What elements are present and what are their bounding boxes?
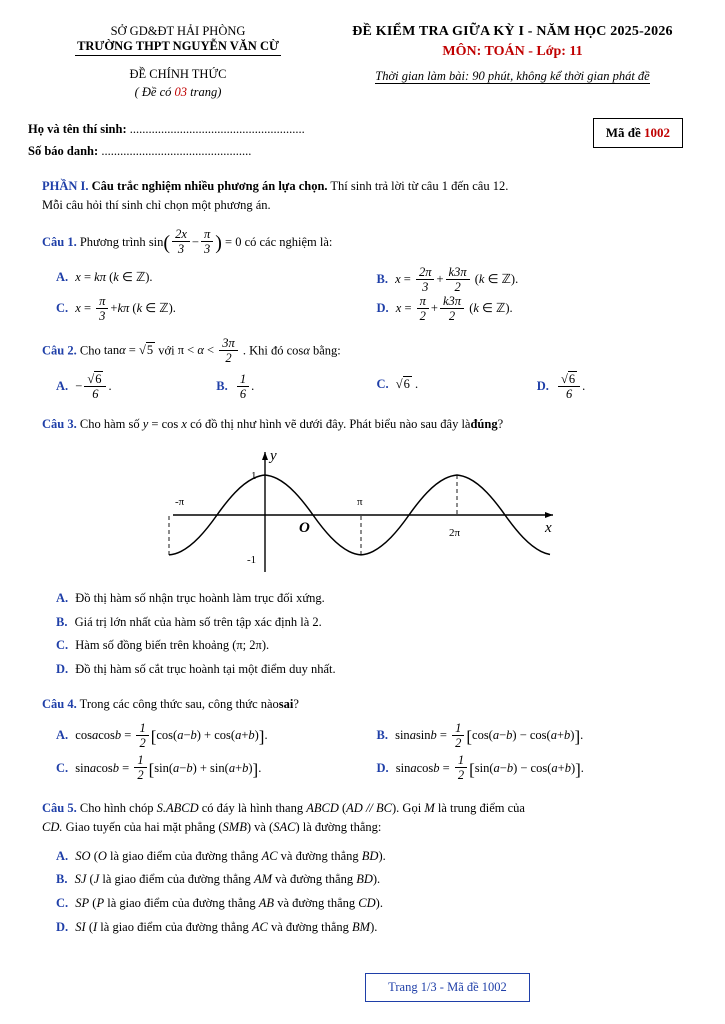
question-1-stem-pre: Phương trình [79, 234, 146, 249]
option-d-content: $\frac{√6}{6}$ . [556, 379, 585, 393]
question-5-line2 [42, 818, 683, 837]
question-1-label: Câu 1. [42, 234, 77, 249]
option-d-p1: ( [88, 919, 93, 934]
y-tick-one: 1 [250, 469, 256, 482]
option-d-p7: ). [370, 919, 378, 934]
question-5-plane-sac: SAC [273, 820, 296, 835]
question-5 [42, 799, 683, 940]
question-4-options [42, 721, 683, 786]
question-2-stem-mid: với [158, 342, 175, 357]
option-a-line: SO [75, 848, 91, 863]
option-b-content: $\frac{1}{6}$ . [235, 379, 254, 393]
question-4-option-b [363, 721, 684, 753]
part-text: Thí sinh trả lời từ câu 1 đến câu 12. [330, 179, 509, 193]
option-c-label: C. [56, 300, 69, 315]
header-left-block [28, 24, 328, 100]
question-2 [42, 337, 683, 402]
option-a-content: − $\frac{√6}{6}$ . [75, 371, 112, 401]
option-d-label: D. [536, 378, 549, 393]
option-a-label: A. [56, 728, 69, 743]
subject-title: MÔN: TOÁN - Lớp: 11 [442, 44, 583, 59]
x-tick-pi: π [356, 495, 363, 508]
question-2-stem-pre: Cho [79, 342, 101, 357]
option-c-line1: AB [258, 896, 275, 911]
question-5-line2-4: ) và ( [246, 820, 274, 835]
option-b-p5: và đường thẳng [275, 872, 354, 887]
question-1-option-c [42, 295, 363, 324]
option-b-content: x = $\frac{2\pi}{3}$ + $\frac{k3\pi}{2}$ (k ∈ ℤ). [395, 264, 519, 294]
candidate-info [0, 122, 725, 159]
cosine-graph-svg [153, 440, 573, 580]
option-a-label: A. [56, 378, 69, 393]
option-a-label: A. [56, 848, 69, 863]
question-2-given: tanα = √5 [103, 342, 154, 357]
question-4 [42, 695, 683, 786]
option-d-content: Đồ thị hàm số cắt trục hoành tại một điểm duy nhất. [75, 662, 336, 677]
question-3-label: Câu 3. [42, 416, 77, 431]
exam-code-box [593, 118, 683, 148]
option-d-content: sinacosb = $\frac{1}{2}$ [sin(a−b) − cos(a+b)]. [395, 753, 584, 783]
question-3-function: y = cos x [142, 416, 187, 431]
question-3-option-c [42, 634, 683, 658]
question-2-label: Câu 2. [42, 342, 77, 357]
option-b-content: sinasinb = $\frac{1}{2}$ [cos(a−b) − cos(a+b)]. [395, 720, 584, 750]
option-b-label: B. [56, 872, 68, 887]
x-tick-neg-pi: -π [174, 495, 184, 508]
footer-page-label: Trang 1/3 - Mã đề 1002 [365, 973, 530, 1002]
option-d-content: x = $\frac{\pi}{2}$ + $\frac{k3\pi}{2}$ (k ∈ ℤ). [395, 293, 513, 323]
y-axis-arrow [262, 452, 268, 460]
exam-content [0, 177, 725, 940]
option-d-line: SI [75, 919, 86, 934]
option-c-line2: CD [358, 896, 376, 911]
option-b-line: SJ [74, 872, 87, 887]
option-d-line2: BM [352, 919, 371, 934]
official-exam-label: ĐỀ CHÍNH THỨC [129, 67, 227, 81]
question-5-line2-2: Giao tuyến của hai mặt phẳng ( [65, 820, 223, 835]
option-b-p7: ). [372, 872, 381, 887]
option-b-label: B. [376, 271, 388, 286]
option-a-point: O [97, 848, 107, 863]
duration-text: Thời gian làm bài: 90 phút, không kể thời gian phát đề [375, 69, 650, 83]
option-c-line: SP [75, 896, 90, 911]
part-label: PHẦN I. [42, 179, 89, 193]
question-5-stem-3: có đáy là hình thang [201, 800, 304, 815]
option-c-p7: ). [375, 896, 383, 911]
question-3-option-a [42, 587, 683, 611]
question-3-option-b [42, 611, 683, 635]
question-3-options [42, 587, 683, 682]
question-4-stem-end: ? [293, 696, 299, 711]
question-2-stem-post: . Khi đó [242, 342, 284, 357]
option-a-p7: ). [378, 848, 386, 863]
cosine-graph [42, 440, 683, 580]
candidate-name-label: Họ và tên thí sinh: [28, 122, 127, 136]
origin-label: O [298, 519, 310, 536]
part-line2: Mỗi câu hỏi thí sinh chỉ chọn một phương án. [42, 197, 271, 212]
question-5-stem-1: Cho hình chóp [79, 800, 154, 815]
question-2-option-b [202, 373, 362, 402]
question-1-option-d [363, 295, 684, 324]
question-5-stem-5: ( [342, 800, 347, 815]
option-c-p5: và đường thẳng [277, 896, 356, 911]
option-b-p1: ( [89, 872, 94, 887]
option-c-label: C. [56, 760, 69, 775]
x-axis-label: x [544, 519, 552, 536]
part-title: Câu trắc nghiệm nhiều phương án lựa chọn. [91, 179, 328, 193]
exam-title: ĐỀ KIỂM TRA GIỮA KỲ I - NĂM HỌC 2025-2026 [352, 24, 673, 39]
school-name: TRƯỜNG THPT NGUYỄN VĂN CỪ [75, 39, 281, 56]
option-b-label: B. [56, 614, 68, 629]
question-4-option-a [42, 721, 363, 753]
option-b-line2: BD [356, 872, 373, 887]
question-1 [42, 228, 683, 324]
option-c-label: C. [56, 896, 69, 911]
x-axis-arrow [545, 512, 553, 518]
option-b-point: J [93, 872, 100, 887]
question-2-target: cosα [286, 342, 310, 357]
question-5-plane-smb: SMB [222, 820, 247, 835]
option-c-interval: (π; 2π) [232, 638, 266, 653]
question-5-parallel: AD // BC [346, 800, 393, 815]
document-header [0, 0, 725, 100]
option-a-content: x = kπ (k ∈ ℤ). [75, 269, 153, 284]
question-5-option-a [42, 845, 683, 869]
y-tick-neg-one: -1 [246, 553, 256, 566]
question-5-stem-9: là trung điểm của [437, 800, 525, 815]
option-d-label: D. [376, 300, 389, 315]
question-5-point-m: M [424, 800, 435, 815]
question-5-base: ABCD [306, 800, 339, 815]
exam-code-value: 1002 [644, 125, 670, 140]
option-a-line1: AC [261, 848, 278, 863]
option-c-label: C. [376, 376, 389, 391]
question-4-option-c [42, 754, 363, 786]
department-name: SỞ GD&ĐT HẢI PHÒNG [110, 24, 246, 38]
question-5-option-b [42, 868, 683, 892]
question-1-stem-post: có các nghiệm là: [244, 234, 333, 249]
question-5-solid: S.ABCD [156, 800, 199, 815]
question-3-option-d [42, 658, 683, 682]
option-d-p3: là giao điểm của đường thẳng [100, 919, 249, 934]
question-3-stem-mid: có đồ thị như hình vẽ dưới đây. Phát biểu nào sau đây là [190, 416, 471, 431]
option-b-p3: là giao điểm của đường thẳng [102, 872, 251, 887]
option-d-label: D. [56, 662, 69, 677]
option-a-label: A. [56, 269, 69, 284]
candidate-name-dots: ........................................................ [129, 122, 305, 136]
question-4-stem-pre: Trong các công thức sau, công thức nào [79, 696, 279, 711]
question-4-option-d [363, 754, 684, 786]
option-d-label: D. [56, 919, 69, 934]
question-1-option-a [42, 266, 363, 295]
question-5-option-c [42, 892, 683, 916]
question-5-line2-6: ) là đường thẳng: [295, 820, 382, 835]
option-b-label: B. [216, 378, 228, 393]
candidate-id-label: Số báo danh: [28, 144, 99, 158]
option-a-p5: và đường thẳng [280, 848, 359, 863]
option-a-p3: là giao điểm của đường thẳng [110, 848, 259, 863]
question-3 [42, 415, 683, 682]
option-a-p1: ( [93, 848, 98, 863]
question-5-segment-cd: CD. [42, 820, 63, 835]
page-count-note [28, 85, 328, 100]
option-c-content: sinacosb = $\frac{1}{2}$ [sin(a−b) + sin(a+b)]. [75, 753, 262, 783]
option-c-point: P [96, 896, 105, 911]
question-5-stem-7: ). Gọi [392, 800, 422, 815]
option-b-label: B. [376, 728, 388, 743]
question-2-option-d [523, 373, 683, 402]
part-one-heading [42, 177, 683, 215]
option-c-p3: là giao điểm của đường thẳng [107, 896, 256, 911]
option-b-line1: AM [253, 872, 272, 887]
question-3-stem-bold: đúng [470, 416, 498, 431]
question-3-stem-end: ? [497, 416, 504, 431]
page-count-pre: ( Đề có [134, 85, 175, 99]
question-3-stem-pre: Cho hàm số [79, 416, 140, 431]
page-footer [0, 973, 725, 1002]
option-a-label: A. [56, 590, 69, 605]
x-tick-2pi: 2π [448, 526, 460, 539]
option-d-point: I [93, 919, 98, 934]
question-1-options [42, 266, 683, 324]
option-c-p1: ( [92, 896, 97, 911]
question-2-option-a [42, 373, 202, 402]
option-a-content: Đồ thị hàm số nhận trục hoành làm trục đối xứng. [75, 590, 325, 605]
duration-note [328, 69, 697, 84]
candidate-id-dots: ................................................ [101, 144, 252, 158]
question-1-option-b [363, 266, 684, 295]
option-c-content-pre: Hàm số đồng biến trên khoảng [75, 638, 230, 653]
option-a-line2: BD [361, 848, 379, 863]
option-d-line1: AC [251, 919, 268, 934]
page-count-number: 03 [174, 85, 188, 99]
option-c-label: C. [56, 638, 69, 653]
question-2-range: π < α < $\frac{3\pi}{2}$ [178, 343, 240, 357]
option-a-content: cosacosb = $\frac{1}{2}$ [cos(a−b) + cos(a+b)]. [75, 720, 268, 750]
option-c-content: √6 . [395, 376, 419, 391]
option-c-content: x = $\frac{\pi}{3}$ +kπ (k ∈ ℤ). [75, 293, 176, 323]
option-d-p5: và đường thẳng [270, 919, 349, 934]
question-5-options [42, 845, 683, 940]
question-1-formula: sin( $\frac{2x}{3}$ − $\frac{\pi}{3}$ ) = 0 [148, 227, 242, 257]
question-5-label: Câu 5. [42, 800, 77, 815]
question-5-option-d [42, 916, 683, 940]
question-2-option-c [363, 373, 523, 402]
exam-code-label: Mã đề [605, 125, 641, 140]
question-4-label: Câu 4. [42, 696, 77, 711]
option-b-content: Giá trị lớn nhất của hàm số trên tập xác định là 2. [74, 614, 322, 629]
option-d-label: D. [376, 760, 389, 775]
question-2-options [42, 373, 683, 402]
question-4-stem-bold: sai [278, 696, 294, 711]
header-right-block [328, 24, 697, 100]
page-count-post: trang) [187, 85, 222, 99]
question-2-stem-end: bằng: [312, 342, 341, 357]
option-c-content-post: . [266, 638, 270, 653]
y-axis-label: y [269, 447, 277, 464]
